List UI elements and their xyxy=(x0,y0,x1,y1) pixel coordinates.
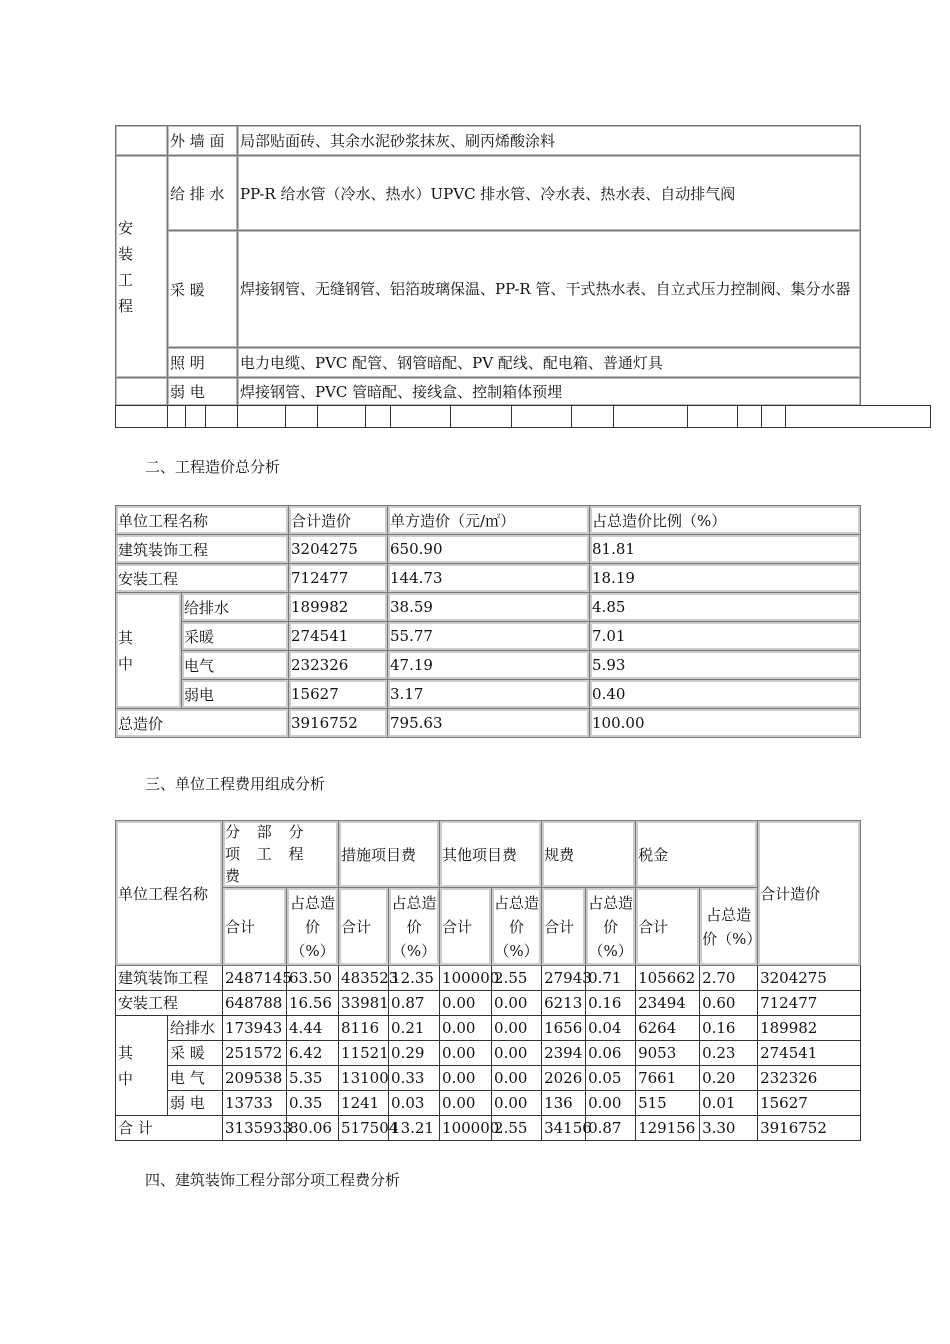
value-cell: 3135933 xyxy=(223,1116,287,1141)
desc-cell: 局部贴面砖、其余水泥砂浆抹灰、刷丙烯酸涂料 xyxy=(238,126,861,156)
category-char: 工 xyxy=(118,270,134,289)
value-cell: 5.93 xyxy=(590,651,861,680)
value-cell: 12.35 xyxy=(389,966,440,991)
value-cell: 189982 xyxy=(289,593,388,622)
name-cell: 电气 xyxy=(182,651,289,680)
value-cell: 18.19 xyxy=(590,564,861,593)
value-cell: 483523 xyxy=(339,966,389,991)
table-total-row xyxy=(116,1116,861,1141)
value-cell: 3.17 xyxy=(388,680,590,709)
name-cell: 电 气 xyxy=(168,1066,223,1091)
table-total-row xyxy=(116,709,861,738)
name-cell: 建筑装饰工程 xyxy=(116,966,223,991)
sub-label-cell xyxy=(116,1016,168,1116)
value-cell: 0.00 xyxy=(440,991,492,1016)
value-cell: 13.21 xyxy=(389,1116,440,1141)
section-heading-4: 四、建筑装饰工程分部分项工程费分析 xyxy=(145,1171,401,1189)
value-cell: 6.42 xyxy=(287,1041,339,1066)
table-row xyxy=(116,535,861,564)
value-cell: 648788 xyxy=(223,991,287,1016)
header-cell: 税金 xyxy=(636,821,758,888)
item-cell: 采 暖 xyxy=(168,231,238,348)
value-cell: 0.00 xyxy=(586,1091,636,1116)
table-row xyxy=(116,991,861,1016)
table-row xyxy=(116,966,861,991)
value-cell: 4.44 xyxy=(287,1016,339,1041)
name-cell: 给排水 xyxy=(168,1016,223,1041)
value-cell: 232326 xyxy=(289,651,388,680)
value-cell: 0.00 xyxy=(492,1041,542,1066)
table-header-row xyxy=(116,821,861,888)
value-cell: 173943 xyxy=(223,1016,287,1041)
header-cell: 措施项目费 xyxy=(339,821,440,888)
sub-label-cell xyxy=(116,593,182,709)
table-row xyxy=(116,1041,861,1066)
value-cell: 189982 xyxy=(758,1016,861,1041)
name-cell: 总造价 xyxy=(116,709,289,738)
subheader-cell: 占总造价（%） xyxy=(700,888,758,966)
value-cell: 0.01 xyxy=(700,1091,758,1116)
item-cell: 外 墙 面 xyxy=(168,126,238,156)
name-cell: 建筑装饰工程 xyxy=(116,535,289,564)
table-row xyxy=(116,1091,861,1116)
value-cell: 23494 xyxy=(636,991,700,1016)
value-cell: 0.00 xyxy=(492,1016,542,1041)
value-cell: 0.40 xyxy=(590,680,861,709)
value-cell: 712477 xyxy=(289,564,388,593)
section-heading-3: 三、单位工程费用组成分析 xyxy=(145,775,326,793)
value-cell: 63.50 xyxy=(287,966,339,991)
table-row xyxy=(116,1016,861,1041)
value-cell: 3916752 xyxy=(289,709,388,738)
sub-label: 其中 xyxy=(118,1043,134,1088)
subheader-cell: 占总造价（%） xyxy=(492,888,542,966)
value-cell: 2026 xyxy=(542,1066,586,1091)
header-cell: 占总造价比例（%） xyxy=(590,506,861,535)
header-text: 分 部 分 项 工 程 费 xyxy=(225,823,310,885)
value-cell: 0.16 xyxy=(700,1016,758,1041)
subheader-cell: 合计 xyxy=(440,888,492,966)
value-cell: 2394 xyxy=(542,1041,586,1066)
value-cell: 0.00 xyxy=(492,1066,542,1091)
subheader-cell: 占总造价（%） xyxy=(586,888,636,966)
table-row xyxy=(116,651,861,680)
value-cell: 7661 xyxy=(636,1066,700,1091)
value-cell: 47.19 xyxy=(388,651,590,680)
value-cell: 3.30 xyxy=(700,1116,758,1141)
value-cell: 4.85 xyxy=(590,593,861,622)
value-cell: 15627 xyxy=(289,680,388,709)
value-cell: 251572 xyxy=(223,1041,287,1066)
name-cell: 给排水 xyxy=(182,593,289,622)
value-cell: 3916752 xyxy=(758,1116,861,1141)
value-cell: 0.71 xyxy=(586,966,636,991)
sub-label: 其中 xyxy=(118,628,134,673)
value-cell: 136 xyxy=(542,1091,586,1116)
table-row xyxy=(116,622,861,651)
value-cell: 1656 xyxy=(542,1016,586,1041)
value-cell: 105662 xyxy=(636,966,700,991)
install-materials-table xyxy=(115,125,861,406)
grid-stub-row xyxy=(115,405,931,428)
item-cell: 弱 电 xyxy=(168,378,238,406)
value-cell: 81.81 xyxy=(590,535,861,564)
table-row xyxy=(116,1066,861,1091)
desc-cell: 焊接钢管、无缝钢管、铝箔玻璃保温、PP-R 管、干式热水表、自立式压力控制阀、集分水器 xyxy=(238,231,861,348)
category-char: 程 xyxy=(118,296,134,315)
value-cell: 0.06 xyxy=(586,1041,636,1066)
value-cell: 0.35 xyxy=(287,1091,339,1116)
value-cell: 1241 xyxy=(339,1091,389,1116)
value-cell: 13100 xyxy=(339,1066,389,1091)
value-cell: 27943 xyxy=(542,966,586,991)
header-cell: 单位工程名称 xyxy=(116,821,223,966)
item-cell: 给 排 水 xyxy=(168,156,238,231)
value-cell: 232326 xyxy=(758,1066,861,1091)
value-cell: 274541 xyxy=(758,1041,861,1066)
value-cell: 3204275 xyxy=(289,535,388,564)
header-cell: 单方造价（元/㎡） xyxy=(388,506,590,535)
value-cell: 0.87 xyxy=(586,1116,636,1141)
value-cell: 0.00 xyxy=(492,991,542,1016)
value-cell: 11521 xyxy=(339,1041,389,1066)
value-cell: 100.00 xyxy=(590,709,861,738)
value-cell: 16.56 xyxy=(287,991,339,1016)
value-cell: 55.77 xyxy=(388,622,590,651)
empty-cell xyxy=(116,378,168,406)
value-cell: 2.55 xyxy=(492,1116,542,1141)
name-cell: 弱电 xyxy=(182,680,289,709)
name-cell: 安装工程 xyxy=(116,991,223,1016)
value-cell: 0.00 xyxy=(492,1091,542,1116)
header-cell xyxy=(223,821,339,888)
subheader-cell: 合计 xyxy=(636,888,700,966)
header-cell: 规费 xyxy=(542,821,636,888)
table-row xyxy=(116,378,861,406)
name-cell: 采 暖 xyxy=(168,1041,223,1066)
item-cell: 照 明 xyxy=(168,348,238,378)
value-cell: 0.33 xyxy=(389,1066,440,1091)
category-char: 安 xyxy=(118,218,134,237)
header-cell: 合计造价 xyxy=(289,506,388,535)
value-cell: 34156 xyxy=(542,1116,586,1141)
value-cell: 38.59 xyxy=(388,593,590,622)
cost-summary-table xyxy=(115,505,861,738)
table-header-row xyxy=(116,506,861,535)
section-heading-2: 二、工程造价总分析 xyxy=(145,458,281,476)
value-cell: 6213 xyxy=(542,991,586,1016)
value-cell: 209538 xyxy=(223,1066,287,1091)
name-cell: 采暖 xyxy=(182,622,289,651)
value-cell: 0.23 xyxy=(700,1041,758,1066)
subheader-cell: 合计 xyxy=(542,888,586,966)
value-cell: 0.00 xyxy=(440,1041,492,1066)
value-cell: 3204275 xyxy=(758,966,861,991)
value-cell: 517504 xyxy=(339,1116,389,1141)
desc-cell: 焊接钢管、PVC 管暗配、接线盒、控制箱体预埋 xyxy=(238,378,861,406)
fee-composition-table xyxy=(115,820,861,1141)
value-cell: 15627 xyxy=(758,1091,861,1116)
value-cell: 0.00 xyxy=(440,1016,492,1041)
value-cell: 0.87 xyxy=(389,991,440,1016)
desc-cell: PP-R 给水管（冷水、热水）UPVC 排水管、冷水表、热水表、自动排气阀 xyxy=(238,156,861,231)
subheader-cell: 占总造价（%） xyxy=(287,888,339,966)
name-cell: 弱 电 xyxy=(168,1091,223,1116)
table-row xyxy=(116,126,861,156)
table-row xyxy=(116,680,861,709)
table-row xyxy=(116,231,861,348)
value-cell: 7.01 xyxy=(590,622,861,651)
value-cell: 0.04 xyxy=(586,1016,636,1041)
value-cell: 13733 xyxy=(223,1091,287,1116)
value-cell: 129156 xyxy=(636,1116,700,1141)
value-cell: 515 xyxy=(636,1091,700,1116)
value-cell: 9053 xyxy=(636,1041,700,1066)
table-row xyxy=(116,156,861,231)
subheader-cell: 合计 xyxy=(339,888,389,966)
value-cell: 144.73 xyxy=(388,564,590,593)
value-cell: 274541 xyxy=(289,622,388,651)
table-row xyxy=(116,564,861,593)
value-cell: 0.00 xyxy=(440,1066,492,1091)
value-cell: 8116 xyxy=(339,1016,389,1041)
header-cell: 单位工程名称 xyxy=(116,506,289,535)
value-cell: 2487145 xyxy=(223,966,287,991)
value-cell: 2.70 xyxy=(700,966,758,991)
value-cell: 795.63 xyxy=(388,709,590,738)
header-cell: 合计造价 xyxy=(758,821,861,966)
value-cell: 0.20 xyxy=(700,1066,758,1091)
value-cell: 0.00 xyxy=(440,1091,492,1116)
value-cell: 100000 xyxy=(440,966,492,991)
subheader-cell: 合计 xyxy=(223,888,287,966)
value-cell: 0.21 xyxy=(389,1016,440,1041)
category-char: 装 xyxy=(118,244,134,263)
table-row xyxy=(116,348,861,378)
value-cell: 100000 xyxy=(440,1116,492,1141)
subheader-cell: 占总造价（%） xyxy=(389,888,440,966)
value-cell: 33981 xyxy=(339,991,389,1016)
value-cell: 0.05 xyxy=(586,1066,636,1091)
value-cell: 2.55 xyxy=(492,966,542,991)
header-cell: 其他项目费 xyxy=(440,821,542,888)
value-cell: 5.35 xyxy=(287,1066,339,1091)
value-cell: 0.60 xyxy=(700,991,758,1016)
value-cell: 80.06 xyxy=(287,1116,339,1141)
table-row xyxy=(116,593,861,622)
value-cell: 0.03 xyxy=(389,1091,440,1116)
value-cell: 6264 xyxy=(636,1016,700,1041)
value-cell: 0.29 xyxy=(389,1041,440,1066)
category-cell xyxy=(116,156,168,378)
value-cell: 650.90 xyxy=(388,535,590,564)
desc-cell: 电力电缆、PVC 配管、钢管暗配、PV 配线、配电箱、普通灯具 xyxy=(238,348,861,378)
value-cell: 712477 xyxy=(758,991,861,1016)
category-cell xyxy=(116,126,168,156)
value-cell: 0.16 xyxy=(586,991,636,1016)
name-cell: 合 计 xyxy=(116,1116,223,1141)
name-cell: 安装工程 xyxy=(116,564,289,593)
table-subheader-row xyxy=(116,888,861,966)
